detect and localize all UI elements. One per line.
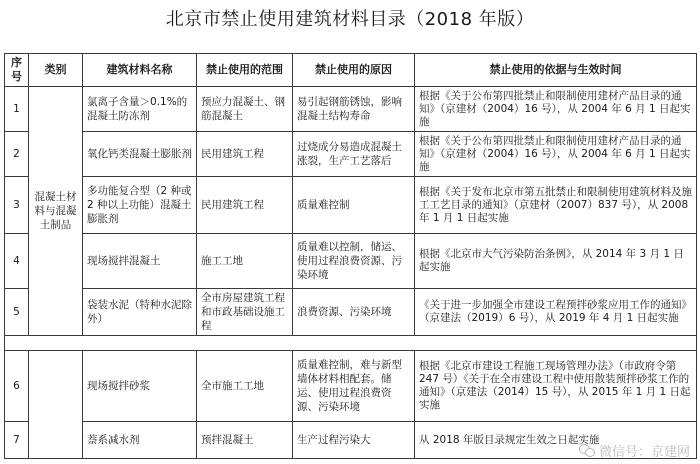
usage-scope: 施工工地 xyxy=(197,234,293,289)
ban-reason: 质量难控制 xyxy=(293,177,415,234)
material-name: 袋装水泥（特种水泥除外） xyxy=(83,289,197,336)
ban-reason: 质量难控制，难与新型墙体材料相配套。储运、使用过程浪费资源、污染环境 xyxy=(293,351,415,422)
row-number: 7 xyxy=(5,422,29,459)
ban-reason: 生产过程污染大 xyxy=(293,422,415,459)
row-number: 4 xyxy=(5,234,29,289)
table-row xyxy=(5,234,697,289)
page-title: 北京市禁止使用建筑材料目录（2018 年版） xyxy=(165,9,535,30)
material-name: 氧化钙类混凝土膨胀剂 xyxy=(83,132,197,177)
material-name: 多功能复合型（2 种或 2 种以上功能）混凝土膨胀剂 xyxy=(83,177,197,234)
watermark-text: 微信号：京建网 xyxy=(598,445,690,460)
table-row xyxy=(5,87,697,132)
row-number: 2 xyxy=(5,132,29,177)
material-name: 现场搅拌砂浆 xyxy=(83,351,197,422)
ban-basis: 根据《关于发布北京市第五批禁止和限制使用建筑材料及施工工艺目录的通知》（京建材（2007）837 号），从 2008 年 1 月 1 日起实施 xyxy=(415,177,697,234)
usage-scope: 全市房屋建筑工程和市政基础设施工程 xyxy=(197,289,293,336)
page-break-gap xyxy=(5,336,697,351)
watermark xyxy=(579,441,690,460)
ban-reason: 浪费资源、污染环境 xyxy=(293,289,415,336)
header-basis: 禁止使用的依据与生效时间 xyxy=(415,54,697,87)
usage-scope: 民用建筑工程 xyxy=(197,177,293,234)
ban-reason: 质量难以控制，储运、使用过程浪费资源、污染环境 xyxy=(293,234,415,289)
usage-scope: 民用建筑工程 xyxy=(197,132,293,177)
row-number: 6 xyxy=(5,351,29,422)
usage-scope: 预拌混凝土 xyxy=(197,422,293,459)
ban-basis: 根据《关于公布第四批禁止和限制使用建材产品目录的通知》（京建材（2004）16 号），从 2004 年 6 月 1 日起实施 xyxy=(415,132,697,177)
row-number: 1 xyxy=(5,87,29,132)
ban-basis: 《关于进一步加强全市建设工程预拌砂浆应用工作的通知》（京建法（2019）6 号），从 2019 年 4 月 1 日起实施 xyxy=(415,289,697,336)
ban-reason: 易引起钢筋锈蚀，影响混凝土结构寿命 xyxy=(293,87,415,132)
table-row xyxy=(5,177,697,234)
header-category: 类别 xyxy=(29,54,83,87)
ban-basis: 从 2018 年版目录规定生效之日起实施 xyxy=(415,422,697,459)
row-number: 3 xyxy=(5,177,29,234)
row-number: 5 xyxy=(5,289,29,336)
table-header-row xyxy=(5,54,697,87)
ban-basis: 根据《北京市大气污染防治条例》，从 2014 年 3 月 1 日起实施 xyxy=(415,234,697,289)
material-name: 现场搅拌混凝土 xyxy=(83,234,197,289)
ban-basis: 根据《关于公布第四批禁止和限制使用建材产品目录的通知》（京建材（2004）16 号），从 2004 年 6 月 1 日起实施 xyxy=(415,87,697,132)
wechat-icon xyxy=(579,444,595,457)
usage-scope: 全市施工工地 xyxy=(197,351,293,422)
material-name: 氯离子含量＞0.1%的混凝土防冻剂 xyxy=(83,87,197,132)
ban-reason: 过烧成分易造成混凝土涨裂，生产工艺落后 xyxy=(293,132,415,177)
gap-cell xyxy=(5,336,697,351)
ban-basis: 根据《北京市建设工程施工现场管理办法》（市政府令第 247 号）《关于在全市建设工程中使用散装预拌砂浆工作的通知》（京建法（2014）15 号），从 2015 年 1 月 1 日起实施 xyxy=(415,351,697,422)
category-cell: 混凝土材料与混凝土制品 xyxy=(29,87,83,336)
header-material: 建筑材料名称 xyxy=(83,54,197,87)
material-name: 萘系减水剂 xyxy=(83,422,197,459)
material-catalog-table xyxy=(4,53,697,459)
table-row xyxy=(5,351,697,422)
table-row xyxy=(5,289,697,336)
header-scope: 禁止使用的范围 xyxy=(197,54,293,87)
header-reason: 禁止使用的原因 xyxy=(293,54,415,87)
usage-scope: 预应力混凝土、钢筋混凝土 xyxy=(197,87,293,132)
header-no: 序号 xyxy=(5,54,29,87)
category-cell-empty xyxy=(29,351,83,459)
table-row xyxy=(5,132,697,177)
